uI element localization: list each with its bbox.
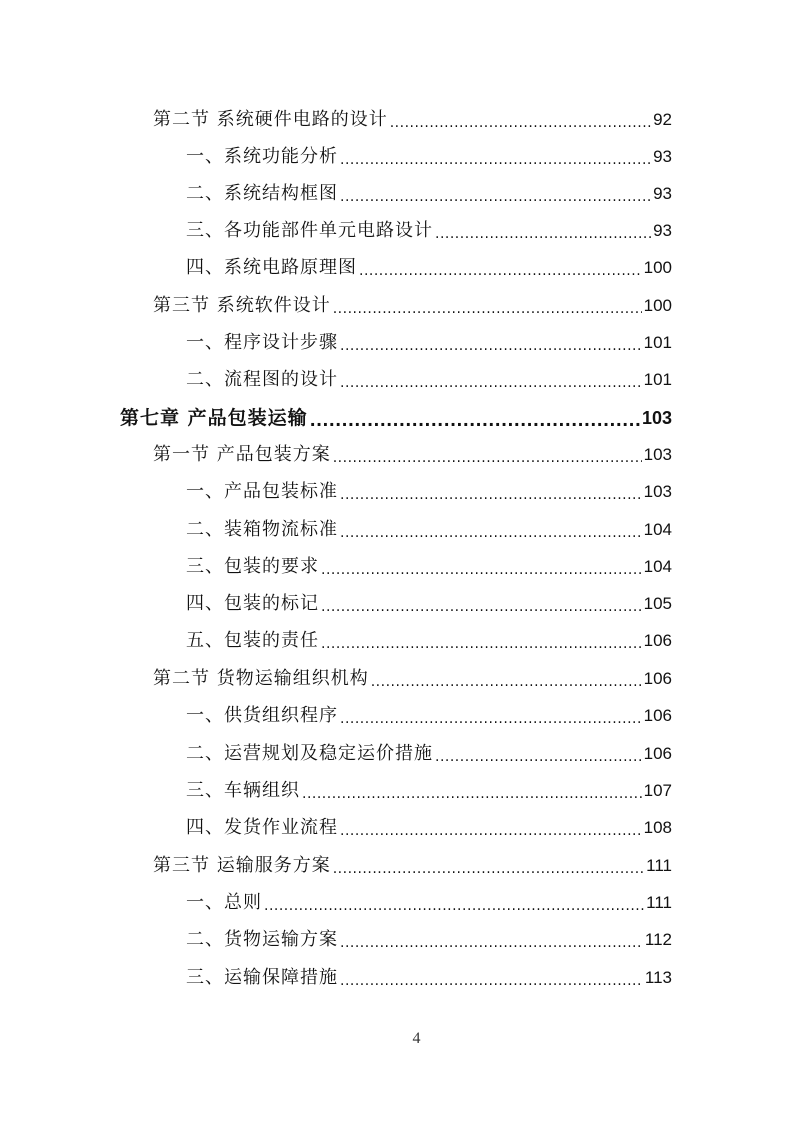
toc-entry[interactable] (153, 848, 672, 884)
toc-entry-title: 二、运营规划及稳定运价措施 (186, 743, 433, 764)
toc-entry-title: 四、发货作业流程 (186, 817, 338, 838)
toc-entry-page: 108 (643, 818, 672, 837)
toc-entry[interactable] (186, 139, 672, 175)
toc-leader-dots (333, 848, 644, 884)
toc-entry[interactable] (186, 922, 672, 958)
toc-entry-page: 100 (643, 258, 672, 277)
toc-entry-title: 三、包装的要求 (186, 556, 319, 577)
toc-entry-page: 92 (653, 110, 672, 129)
toc-entry[interactable] (186, 810, 672, 846)
toc-entry-title: 五、包装的责任 (186, 630, 319, 651)
toc-entry-page: 107 (643, 781, 672, 800)
toc-entry-title: 四、系统电路原理图 (186, 257, 357, 278)
toc-entry-title: 二、系统结构框图 (186, 183, 338, 204)
toc-leader-dots (333, 437, 642, 473)
toc-entry[interactable] (186, 325, 672, 361)
toc-entry[interactable] (186, 586, 672, 622)
toc-entry-page: 111 (646, 856, 672, 875)
toc-leader-dots (310, 400, 640, 436)
toc-leader-dots (390, 102, 651, 138)
toc-leader-dots (340, 810, 642, 846)
toc-entry-title: 一、程序设计步骤 (186, 332, 338, 353)
toc-leader-dots (435, 213, 651, 249)
toc-chapter-entry[interactable] (120, 400, 672, 436)
toc-entry-title: 三、运输保障措施 (186, 967, 338, 988)
toc-entry[interactable] (186, 362, 672, 398)
toc-entry-page: 111 (646, 893, 672, 912)
toc-leader-dots (321, 586, 642, 622)
toc-entry-title: 第二节 货物运输组织机构 (153, 668, 369, 689)
toc-entry-page: 93 (653, 147, 672, 166)
toc-entry[interactable] (186, 736, 672, 772)
toc-entry[interactable] (186, 250, 672, 286)
toc-entry[interactable] (186, 474, 672, 510)
toc-entry-title: 第三节 运输服务方案 (153, 855, 331, 876)
toc-entry[interactable] (186, 885, 672, 921)
toc-entry-title: 第二节 系统硬件电路的设计 (153, 109, 388, 130)
toc-leader-dots (340, 922, 643, 958)
toc-entry-title: 一、总则 (186, 892, 262, 913)
toc-entry-title: 三、各功能部件单元电路设计 (186, 220, 433, 241)
toc-entry-page: 106 (643, 669, 672, 688)
toc-entry[interactable] (153, 102, 672, 138)
toc-entry-page: 93 (653, 184, 672, 203)
toc-entry-title: 一、系统功能分析 (186, 146, 338, 167)
toc-entry-title: 第一节 产品包装方案 (153, 444, 331, 465)
toc-leader-dots (264, 885, 644, 921)
page-number: 4 (412, 1030, 421, 1047)
toc-entry-page: 112 (644, 930, 672, 949)
toc-entry-page: 104 (643, 520, 672, 539)
toc-entry-title: 第三节 系统软件设计 (153, 295, 331, 316)
toc-leader-dots (340, 362, 642, 398)
toc-entry-page: 100 (643, 296, 672, 315)
toc-leader-dots (321, 623, 642, 659)
toc-entry-title: 三、车辆组织 (186, 780, 300, 801)
toc-entry[interactable] (186, 623, 672, 659)
toc-leader-dots (435, 736, 642, 772)
toc-entry-title: 二、流程图的设计 (186, 369, 338, 390)
toc-leader-dots (359, 250, 642, 286)
toc-leader-dots (340, 698, 642, 734)
toc-entry-title: 一、供货组织程序 (186, 705, 338, 726)
toc-entry-page: 106 (643, 706, 672, 725)
toc-entry-title: 一、产品包装标准 (186, 481, 338, 502)
toc-leader-dots (340, 474, 642, 510)
toc-entry-page: 93 (653, 221, 672, 240)
toc-entry-page: 105 (643, 594, 672, 613)
toc-entry-title: 二、装箱物流标准 (186, 519, 338, 540)
toc-entry[interactable] (186, 512, 672, 548)
toc-entry[interactable] (153, 661, 672, 697)
toc-entry-page: 103 (643, 482, 672, 501)
toc-leader-dots (333, 288, 642, 324)
toc-entry[interactable] (186, 698, 672, 734)
toc-entry-page: 101 (643, 370, 672, 389)
toc-leader-dots (302, 773, 642, 809)
toc-entry-page: 113 (644, 968, 672, 987)
toc-entry[interactable] (186, 213, 672, 249)
toc-entry[interactable] (153, 437, 672, 473)
toc-leader-dots (340, 176, 651, 212)
toc-entry-title: 四、包装的标记 (186, 593, 319, 614)
toc-entry[interactable] (153, 288, 672, 324)
toc-leader-dots (340, 139, 651, 175)
toc-entry-page: 106 (643, 744, 672, 763)
toc-leader-dots (371, 661, 642, 697)
toc-chapter-title: 第七章 产品包装运输 (120, 407, 308, 429)
toc-chapter-page: 103 (641, 408, 672, 428)
toc-entry-page: 103 (643, 445, 672, 464)
toc-entry[interactable] (186, 549, 672, 585)
toc-entry-page: 101 (643, 333, 672, 352)
toc-leader-dots (321, 549, 642, 585)
toc-leader-dots (340, 512, 642, 548)
toc-leader-dots (340, 325, 642, 361)
toc-entry-title: 二、货物运输方案 (186, 929, 338, 950)
toc-entry[interactable] (186, 176, 672, 212)
toc-entry[interactable] (186, 960, 672, 996)
toc-entry[interactable] (186, 773, 672, 809)
toc-entry-page: 106 (643, 631, 672, 650)
toc-entry-page: 104 (643, 557, 672, 576)
toc-leader-dots (340, 960, 643, 996)
